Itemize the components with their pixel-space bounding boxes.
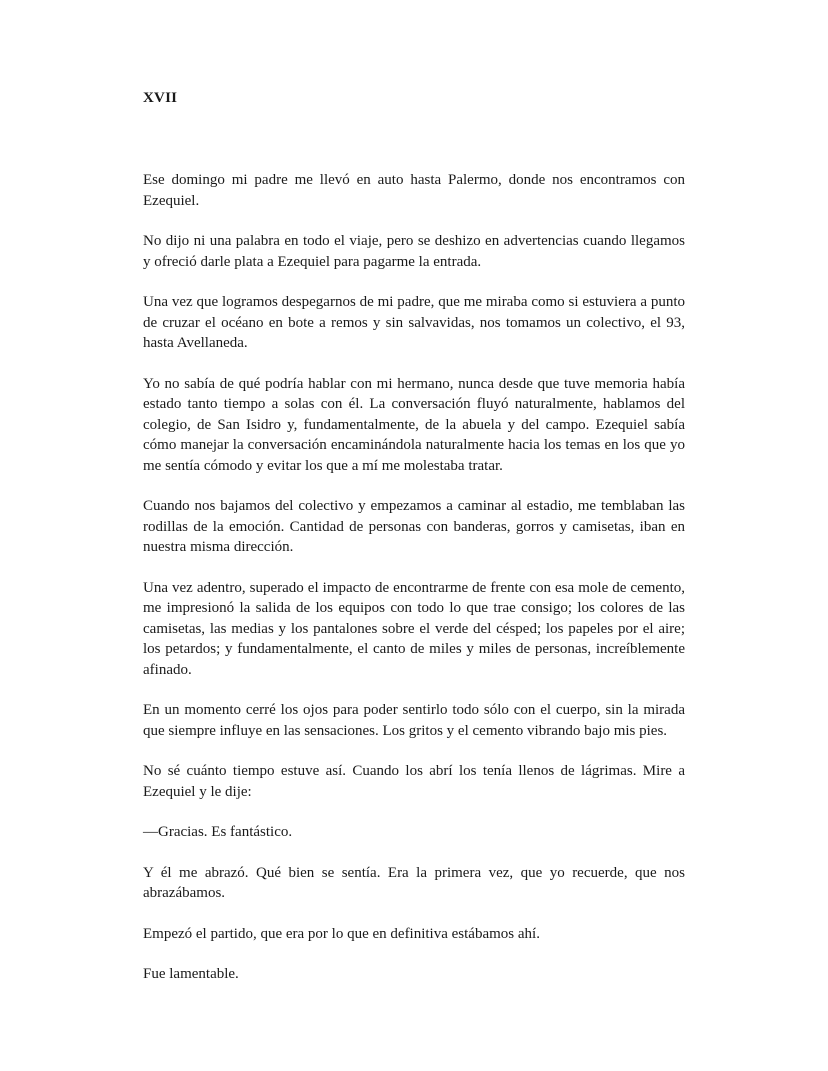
paragraph: Yo no sabía de qué podría hablar con mi hermano, nunca desde que tuve memoria había estado tanto tiempo a solas con él. La conversación fluyó naturalmente, hablamos del colegio, de San Isidro y, fundamentalmente, de la abuela y del campo. Ezequiel sabía cómo manejar la conversación encaminándola naturalmente hacia los temas en los que yo me sentía cómodo y evitar los que a mí me molestaba tratar. bbox=[143, 375, 685, 474]
paragraph: No dijo ni una palabra en todo el viaje, pero se deshizo en advertencias cuando llegamos y ofreció darle plata a Ezequiel para pagarme la entrada. bbox=[143, 233, 685, 270]
paragraph: Fue lamentable. bbox=[143, 966, 239, 982]
paragraph: Y él me abrazó. Qué bien se sentía. Era la primera vez, que yo recuerde, que nos abrazábamos. bbox=[143, 864, 685, 901]
paragraph: Cuando nos bajamos del colectivo y empezamos a caminar al estadio, me temblaban las rodillas de la emoción. Cantidad de personas con banderas, gorros y camisetas, iban en nuestra misma dirección. bbox=[143, 498, 685, 555]
dialogue-line: —Gracias. Es fantástico. bbox=[143, 824, 293, 840]
chapter-heading: XVII bbox=[143, 90, 178, 106]
paragraph: Ese domingo mi padre me llevó en auto hasta Palermo, donde nos encontramos con Ezequiel. bbox=[143, 172, 685, 209]
paragraph: En un momento cerré los ojos para poder sentirlo todo sólo con el cuerpo, sin la mirada que siempre influye en las sensaciones. Los gritos y el cemento vibrando bajo mis pies. bbox=[143, 702, 685, 739]
paragraph: Empezó el partido, que era por lo que en definitiva estábamos ahí. bbox=[143, 925, 540, 942]
chapter-body bbox=[143, 170, 685, 1005]
paragraph: No sé cuánto tiempo estuve así. Cuando los abrí los tenía llenos de lágrimas. Mire a Ezequiel y le dije: bbox=[143, 763, 685, 800]
paragraph: Una vez que logramos despegarnos de mi padre, que me miraba como si estuviera a punto de cruzar el océano en bote a remos y sin salvavidas, nos tomamos un colectivo, el 93, hasta Avellaneda. bbox=[143, 294, 685, 351]
paragraph: Una vez adentro, superado el impacto de encontrarme de frente con esa mole de cemento, me impresionó la salida de los equipos con todo lo que trae consigo; los colores de las camisetas, las medias y los pantalones sobre el verde del césped; los papeles por el aire; los petardos; y fundamentalmente, el canto de miles y miles de personas, increíblemente afinado. bbox=[143, 579, 685, 678]
